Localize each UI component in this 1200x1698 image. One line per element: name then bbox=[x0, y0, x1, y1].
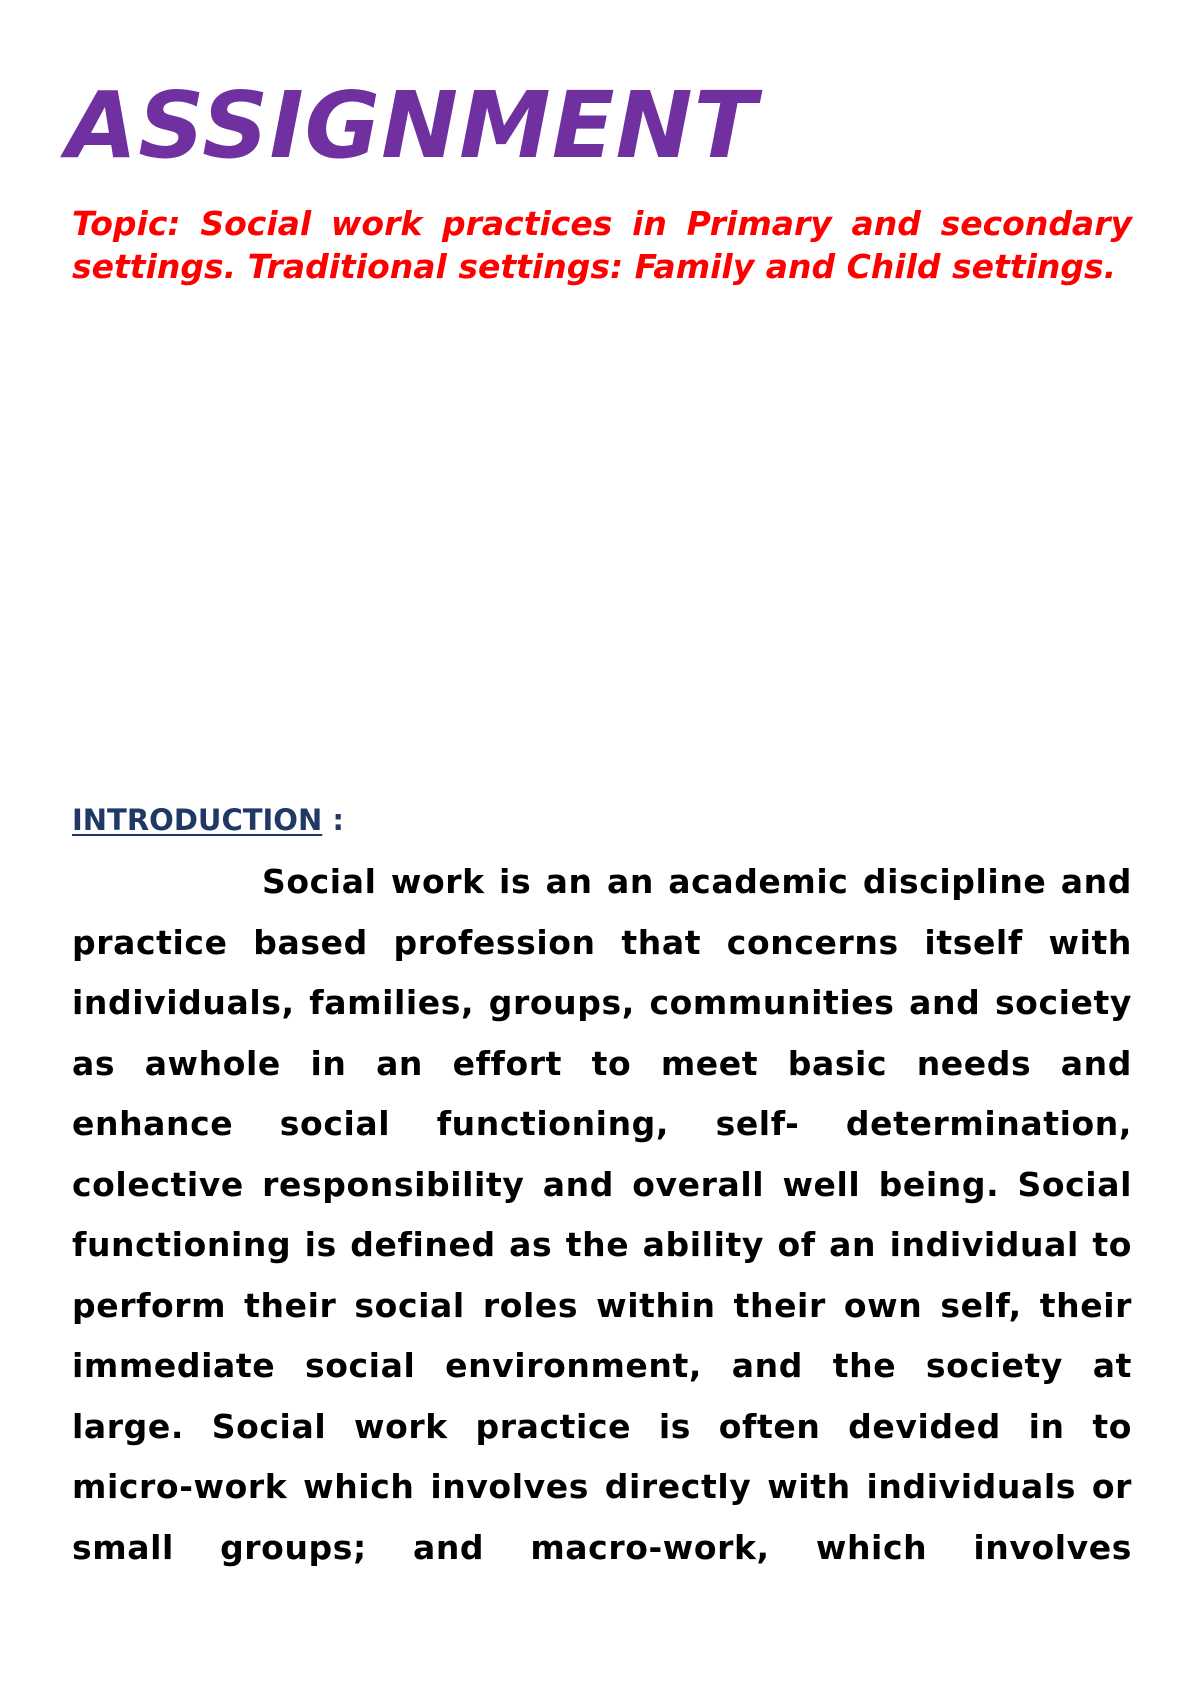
introduction-heading bbox=[72, 800, 344, 840]
document-title: ASSIGNMENT bbox=[66, 72, 758, 179]
introduction-heading-colon: : bbox=[322, 803, 344, 837]
introduction-heading-label: INTRODUCTION bbox=[72, 803, 323, 837]
introduction-body: Social work is an an academic discipline and practice based profession that concerns itself with individuals, families, groups, communities and society as awhole in an effort to meet basic needs and enhance social functioning, self- determination, colective responsibility and overall well being. Social functioning is defined as the ability of an individual to perform their social roles within their own self, their immediate social environment, and the society at large. Social work practice is often devided in to micro-work which involves directly with individuals or small groups; and macro-work, which involves bbox=[72, 862, 1132, 1567]
document-topic: Topic: Social work practices in Primary and secondary settings. Traditional settings: Family and Child settings. bbox=[72, 204, 1132, 286]
